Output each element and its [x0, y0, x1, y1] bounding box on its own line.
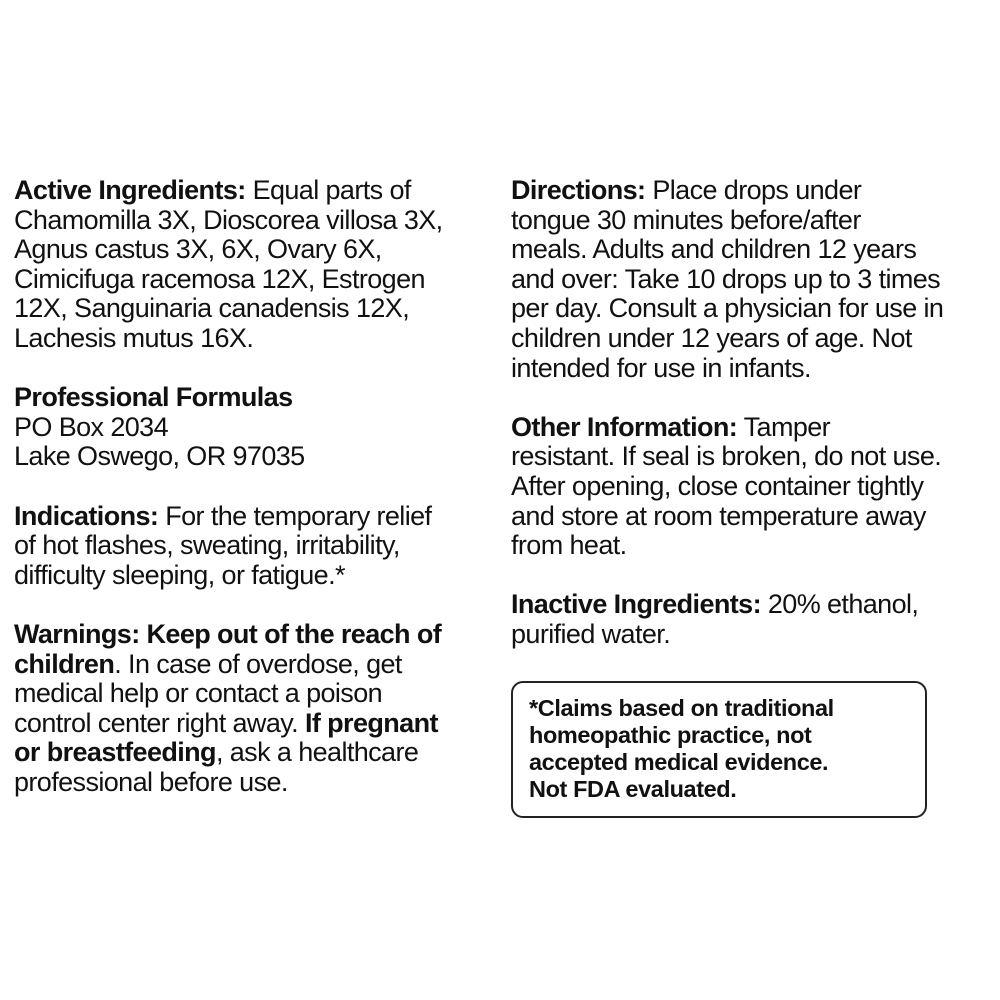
directions-heading: Directions:	[511, 175, 646, 205]
directions-text: Place drops under	[652, 175, 862, 205]
indications-text: of hot flashes, sweating, irritability,	[14, 530, 400, 561]
warnings-children-text: children	[14, 648, 115, 679]
directions-text: tongue 30 minutes before/after	[511, 204, 861, 235]
company-address-line2: Lake Oswego, OR 97035	[14, 441, 305, 472]
directions-text: per day. Consult a physician for use in	[511, 293, 944, 324]
active-ingredients-text: 12X, Sanguinaria canadensis 12X,	[14, 293, 410, 324]
indications-text: difficulty sleeping, or fatigue.*	[14, 559, 345, 590]
warnings-breastfeeding-text: or breastfeeding	[14, 737, 216, 768]
warnings-text: . In case of overdose, get	[114, 648, 402, 679]
warnings-text: medical help or contact a poison	[14, 678, 383, 709]
warnings-heading: Warnings:	[14, 618, 140, 649]
warnings-text: , ask a healthcare	[215, 737, 419, 768]
company-address-line1: PO Box 2034	[14, 411, 169, 442]
company-name: Professional Formulas	[14, 382, 293, 413]
directions-text: intended for use in infants.	[511, 352, 811, 383]
indications-heading: Indications:	[14, 500, 159, 531]
right-column	[511, 176, 989, 679]
inactive-ingredients-section	[511, 590, 989, 649]
indications-section	[14, 502, 492, 591]
inactive-ingredients-text: 20% ethanol,	[767, 589, 919, 620]
active-ingredients-text: Equal parts of	[252, 175, 411, 205]
active-ingredients-text: Chamomilla 3X, Dioscorea villosa 3X,	[14, 204, 443, 235]
directions-text: and over: Take 10 drops up to 3 times	[511, 263, 941, 294]
warnings-pregnant-text: If pregnant	[304, 707, 438, 738]
disclaimer-text: accepted medical evidence.	[529, 749, 829, 775]
left-column	[14, 176, 492, 827]
active-ingredients-section	[14, 176, 492, 354]
other-information-text: resistant. If seal is broken, do not use.	[511, 441, 942, 472]
other-information-heading: Other Information:	[511, 411, 738, 442]
disclaimer-text: Not FDA evaluated.	[529, 776, 737, 802]
active-ingredients-text: Cimicifuga racemosa 12X, Estrogen	[14, 263, 425, 294]
company-section	[14, 383, 492, 472]
active-ingredients-heading: Active Ingredients:	[14, 175, 246, 205]
active-ingredients-text: Agnus castus 3X, 6X, Ovary 6X,	[14, 234, 382, 265]
inactive-ingredients-text: purified water.	[511, 618, 671, 649]
warnings-section	[14, 620, 492, 798]
other-information-text: from heat.	[511, 530, 627, 561]
other-information-text: and store at room temperature away	[511, 500, 926, 531]
disclaimer-text: *Claims based on traditional	[529, 695, 834, 721]
warnings-text: control center right away.	[14, 707, 299, 738]
disclaimer-text: homeopathic practice, not	[529, 722, 812, 748]
other-information-text: After opening, close container tightly	[511, 470, 924, 501]
warnings-keep-out-text: Keep out of the reach of	[146, 618, 442, 649]
directions-section	[511, 176, 989, 383]
inactive-ingredients-heading: Inactive Ingredients:	[511, 589, 761, 620]
disclaimer-box	[511, 681, 927, 818]
other-information-section	[511, 413, 989, 561]
directions-text: meals. Adults and children 12 years	[511, 234, 917, 265]
directions-text: children under 12 years of age. Not	[511, 322, 912, 353]
other-information-text: Tamper	[743, 411, 831, 442]
warnings-text: professional before use.	[14, 766, 288, 797]
active-ingredients-text: Lachesis mutus 16X.	[14, 322, 254, 353]
indications-text: For the temporary relief	[165, 500, 432, 531]
